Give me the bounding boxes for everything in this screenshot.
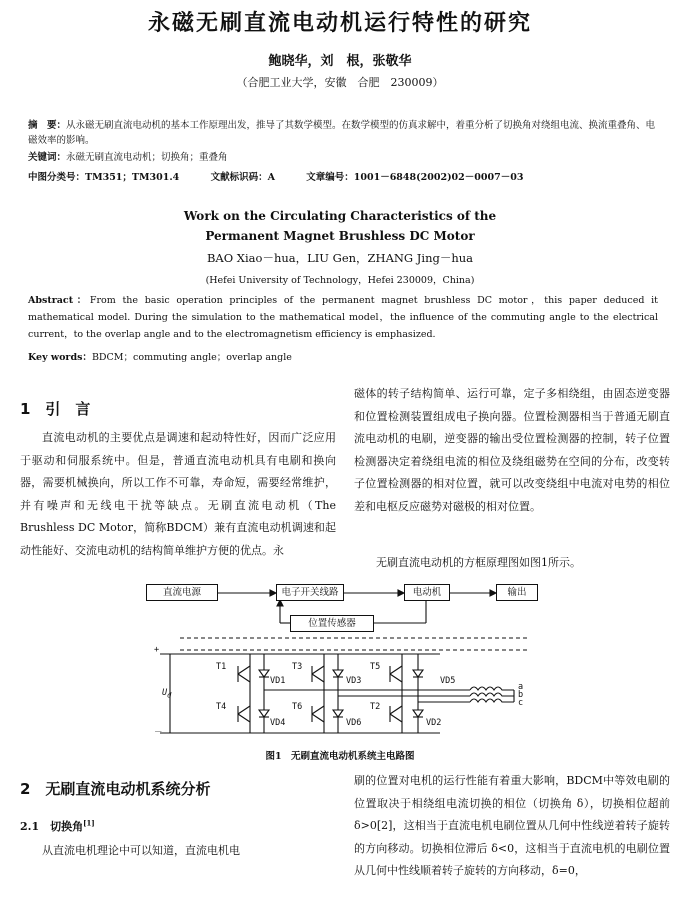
class-number: 中图分类号：TM351；TM301.4 [28,172,180,183]
english-abstract-label: Abstract： [28,295,90,306]
diode-vd3: VD3 [346,676,362,686]
english-abstract-text: From the basic operation principles of the permanent magnet brushless DC motor，this paper deduced it mathematical model. During the simulation to the mathematical model，the influence of the commuting angle to the electrical current，to the overlap angle and to the electromagnetism efficiency is emphasized. [28,295,658,340]
transistor-t6: T6 [292,702,303,712]
figure-caption: 图1 无刷直流电动机系统主电路图 [265,751,415,762]
affiliation: （合肥工业大学，安徽 合肥 230009） [236,76,444,89]
phase-c: c [518,698,524,708]
chinese-abstract [28,118,658,148]
paper-title: 永磁无刷直流电动机运行特性的研究 [147,11,532,36]
circuit-figure [140,578,560,738]
section2-right-paragraph: 刷的位置对电机的运行性能有着重大影响，BDCM中等效电刷的位置取决于相绕组电流切换的相位（切换角 δ），切换相位超前 δ>0[2]，这相当于直流电机电刷位置从几何中性线逆着转子旋转的方向移动。切换相位滞后 δ<0，这相当于直流电机的电刷位置从几何中性线顺着转子旋转的方向移动，δ=0， [354,774,670,877]
plus-terminal: + [154,645,160,655]
doc-code: 文献标识码：A [210,172,275,183]
block-output: 输出 [496,584,538,601]
phase-a: a [518,682,524,692]
section1-right-paragraph: 磁体的转子结构简单、运行可靠，定子多相绕组，由固态逆变器和位置检测装置组成电子换向器。位置检测器相当于普通无刷直流电动机的电刷，逆变器的输出受位置检测器的控制，转子位置检测器决定着绕组电流的相位及绕组磁势在空间的分布，改变转子位置检测器的相对位置，就可以改变绕组中电流对电势的相位差和电枢反应磁势对磁极的相对位置。 [354,387,670,513]
section2-1-ref: [1] [83,818,95,828]
minus-terminal: － [154,728,163,738]
keywords-label: 关键词： [28,152,67,163]
english-affiliation: (Hefei University of Technology，Hefei 230009，China) [205,275,475,286]
classification-line [28,169,668,183]
voltage-symbol: U [162,688,168,698]
section1-left-paragraph: 直流电动机的主要优点是调速和起动特性好，因而广泛应用于驱动和伺服系统中。但是，普通直流电动机具有电刷和换向器，需要机械换向，所以工作不可靠，寿命短，需要经常维护，并有噪声和无线电干扰等缺点。无刷直流电动机（The Brushless DC Motor，简称BDCM）兼有直流电动机调速和起动性能好、交流电动机的结构简单维护方便的优点。永 [20,431,336,557]
transistor-t4: T4 [216,702,227,712]
keywords-text: 永磁无刷直流电动机；切换角；重叠角 [66,152,228,163]
diode-vd6: VD6 [346,718,362,728]
supply-voltage [162,688,171,700]
section1-heading: 1 引 言 [20,400,91,418]
article-number: 文章编号：1001－6848(2002)02－0007－03 [306,172,524,183]
abstract-label: 摘 要： [28,120,67,131]
section2-1-title: 2.1 切换角 [20,820,84,833]
section2-left-paragraph: 从直流电机理论中可以知道，直流电机电 [42,844,240,857]
english-title [0,206,680,246]
section2-1-heading [20,818,95,834]
english-keywords [28,349,658,363]
diode-vd4: VD4 [270,718,286,728]
block-motor: 电动机 [404,584,450,601]
english-title-line2: Permanent Magnet Brushless DC Motor [205,229,475,243]
section1-right-paragraph2: 无刷直流电动机的方框原理图如图1所示。 [376,556,581,569]
diode-vd5: VD5 [440,676,456,686]
english-title-line1: Work on the Circulating Characteristics of the [183,209,497,223]
chinese-keywords [28,150,658,165]
abstract-text: 从永磁无刷直流电动机的基本工作原理出发，推导了其数学模型。在数学模型的仿真求解中，着重分析了切换角对绕组电流、换流重叠角、电磁效率的影响。 [28,120,656,146]
english-keywords-text: BDCM；commuting angle；overlap angle [91,352,292,363]
transistor-t1: T1 [216,662,227,672]
block-electronic-switch: 电子开关线路 [276,584,344,601]
block-position-sensor: 位置传感器 [290,615,374,632]
english-abstract [28,292,658,343]
diode-vd1: VD1 [270,676,286,686]
phase-b: b [518,690,524,700]
transistor-t3: T3 [292,662,303,672]
block-dc-source: 直流电源 [146,584,218,601]
section2-heading: 2 无刷直流电动机系统分析 [20,780,211,798]
circuit-lines [140,578,560,738]
english-keywords-label: Key words： [28,352,92,363]
authors: 鲍晓华，刘 根，张敬华 [268,54,412,69]
english-authors: BAO Xiao－hua，LIU Gen，ZHANG Jing－hua [206,251,474,265]
transistor-t5: T5 [370,662,381,672]
transistor-t2: T2 [370,702,381,712]
diode-vd2: VD2 [426,718,442,728]
voltage-subscript: d [167,690,172,700]
